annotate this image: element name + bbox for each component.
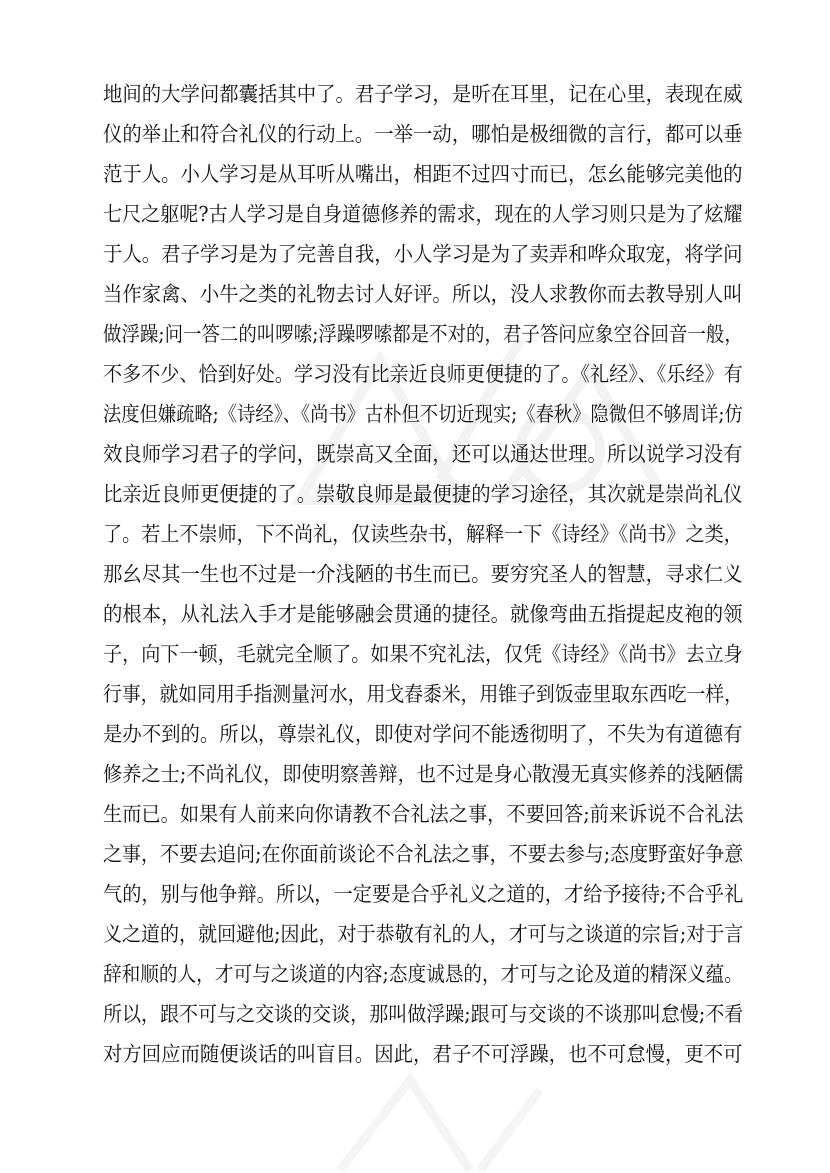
text-line-22: 义之道的，就回避他;因此，对于恭敬有礼的人，才可与之谈道的宗旨;对于言 xyxy=(103,922,744,946)
text-line-17: 是办不到的。所以，尊崇礼仪，即使对学问不能透彻明了，不失为有道德有 xyxy=(103,722,743,746)
text-line-23: 辞和顺的人，才可与之谈道的内容;态度诚恳的，才可与之论及道的精深义蕴。 xyxy=(103,962,743,986)
text-line-24: 所以，跟不可与之交谈的交谈，那叫做浮躁;跟可与交谈的不谈那叫怠慢;不看 xyxy=(103,1002,744,1026)
text-line-4: 七尺之躯呢?古人学习是自身道德修养的需求，现在的人学习则只是为了炫耀 xyxy=(103,202,743,226)
text-line-1: 地间的大学问都囊括其中了。君子学习，是听在耳里，记在心里，表现在威 xyxy=(103,82,743,106)
text-line-8: 不多不少、恰到好处。学习没有比亲近良师更便捷的了。《礼经》、《乐经》有 xyxy=(103,362,743,386)
text-line-13: 那幺尽其一生也不过是一介浅陋的书生而已。要穷究圣人的智慧，寻求仁义 xyxy=(103,562,743,586)
text-line-6: 当作家禽、小牛之类的礼物去讨人好评。所以，没人求教你而去教导别人叫 xyxy=(103,282,743,306)
text-line-19: 生而已。如果有人前来向你请教不合礼法之事，不要回答;前来诉说不合礼法 xyxy=(103,802,744,826)
text-line-3: 范于人。小人学习是从耳听从嘴出，相距不过四寸而已，怎幺能够完美他的 xyxy=(103,162,743,186)
text-line-16: 行事，就如同用手指测量河水，用戈舂黍米，用锥子到饭壶里取东西吃一样， xyxy=(103,682,743,706)
text-line-20: 之事，不要去追问;在你面前谈论不合礼法之事，不要去参与;态度野蛮好争意 xyxy=(103,842,744,866)
text-line-18: 修养之士;不尚礼仪，即使明察善辩，也不过是身心散漫无真实修养的浅陋儒 xyxy=(103,762,744,786)
text-line-10: 效良师学习君子的学问，既崇高又全面，还可以通达世理。所以说学习没有 xyxy=(103,442,743,466)
text-line-7: 做浮躁;问一答二的叫啰嗦;浮躁啰嗦都是不对的，君子答问应象空谷回音一般， xyxy=(103,322,743,346)
text-line-9: 法度但嫌疏略;《诗经》、《尚书》古朴但不切近现实;《春秋》隐微但不够周详;仿 xyxy=(103,402,743,426)
text-line-11: 比亲近良师更便捷的了。崇敬良师是最便捷的学习途径，其次就是崇尚礼仪 xyxy=(103,482,743,506)
text-line-12: 了。若上不崇师，下不尚礼，仅读些杂书，解释一下《诗经》《尚书》之类， xyxy=(103,522,743,546)
text-line-5: 于人。君子学习是为了完善自我，小人学习是为了卖弄和哗众取宠，将学问 xyxy=(103,242,743,266)
text-line-15: 子，向下一顿，毛就完全顺了。如果不究礼法，仅凭《诗经》《尚书》去立身 xyxy=(103,642,743,666)
text-line-21: 气的，别与他争辩。所以，一定要是合乎礼义之道的，才给予接待;不合乎礼 xyxy=(103,882,744,906)
watermark-graphic-bottom xyxy=(320,1060,580,1173)
text-line-25: 对方回应而随便谈话的叫盲目。因此，君子不可浮躁，也不可怠慢，更不可 xyxy=(103,1042,743,1066)
text-line-14: 的根本，从礼法入手才是能够融会贯通的捷径。就像弯曲五指提起皮袍的领 xyxy=(103,602,743,626)
text-line-2: 仪的举止和符合礼仪的行动上。一举一动，哪怕是极细微的言行，都可以垂 xyxy=(103,122,743,146)
